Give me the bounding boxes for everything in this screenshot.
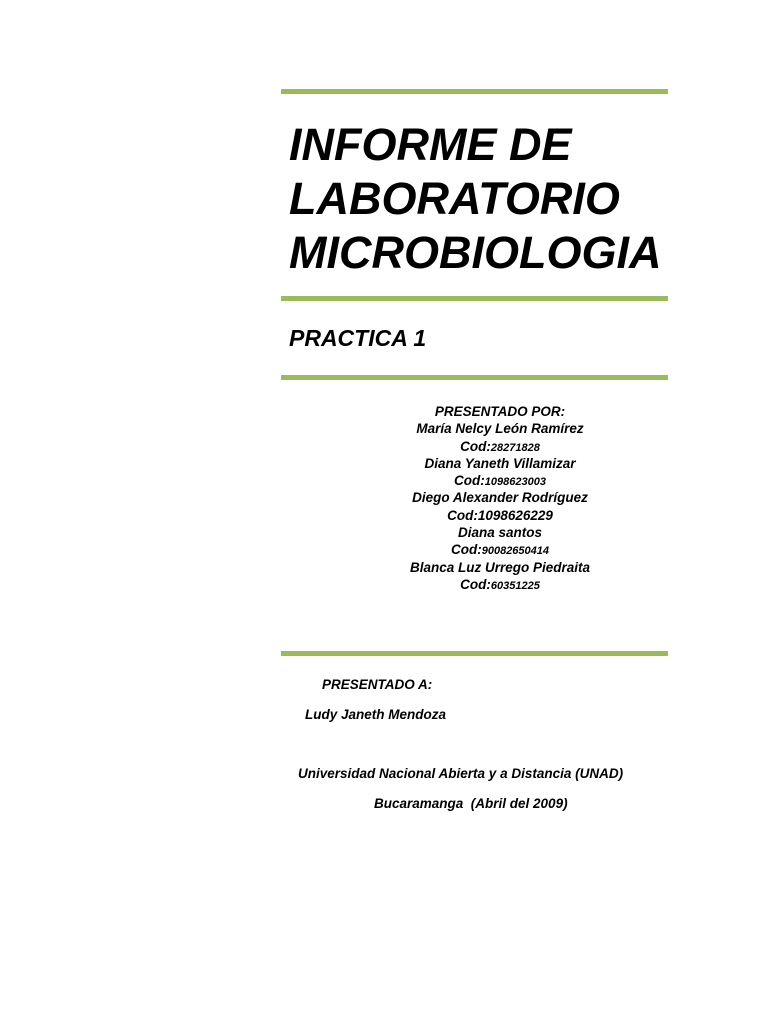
presented-by-heading: PRESENTADO POR: bbox=[434, 404, 566, 419]
divider-before-recipient bbox=[281, 651, 668, 656]
university-name: Universidad Nacional Abierta y a Distancia (UNAD) bbox=[298, 766, 624, 781]
practice-subtitle: PRACTICA 1 bbox=[289, 325, 427, 351]
code-label: Cod: bbox=[450, 542, 482, 558]
author-name: Diego Alexander Rodríguez bbox=[412, 490, 588, 506]
presented-by-block bbox=[350, 403, 650, 593]
code-number: 90082650414 bbox=[481, 545, 550, 558]
author-code bbox=[350, 576, 650, 593]
document-title bbox=[289, 118, 661, 280]
code-number: 1098626229 bbox=[477, 507, 553, 523]
author-code bbox=[350, 438, 650, 455]
author-code bbox=[350, 541, 650, 558]
code-label: Cod: bbox=[460, 438, 491, 454]
code-label: Cod: bbox=[447, 507, 478, 523]
author-name: María Nelcy León Ramírez bbox=[416, 421, 584, 437]
author-name: Diana Yaneth Villamizar bbox=[424, 455, 576, 471]
code-number: 28271828 bbox=[490, 441, 540, 454]
presented-to-name: Ludy Janeth Mendoza bbox=[305, 707, 447, 722]
title-line-1: INFORME DE bbox=[289, 119, 572, 170]
title-line-2: LABORATORIO bbox=[289, 173, 620, 224]
code-label: Cod: bbox=[460, 576, 491, 592]
author-code bbox=[350, 507, 650, 524]
place-and-date: Bucaramanga (Abril del 2009) bbox=[374, 796, 568, 811]
code-number: 1098623003 bbox=[484, 476, 546, 489]
author-code bbox=[350, 472, 650, 489]
author-name: Diana santos bbox=[457, 525, 543, 541]
presented-to-heading: PRESENTADO A: bbox=[322, 677, 433, 692]
author-name: Blanca Luz Urrego Piedraita bbox=[409, 559, 591, 575]
code-number: 60351225 bbox=[490, 579, 540, 592]
divider-after-title bbox=[281, 296, 668, 301]
divider-after-subtitle bbox=[281, 375, 668, 380]
code-label: Cod: bbox=[454, 473, 485, 489]
divider-top bbox=[281, 89, 668, 94]
title-line-3: MICROBIOLOGIA bbox=[289, 227, 662, 278]
